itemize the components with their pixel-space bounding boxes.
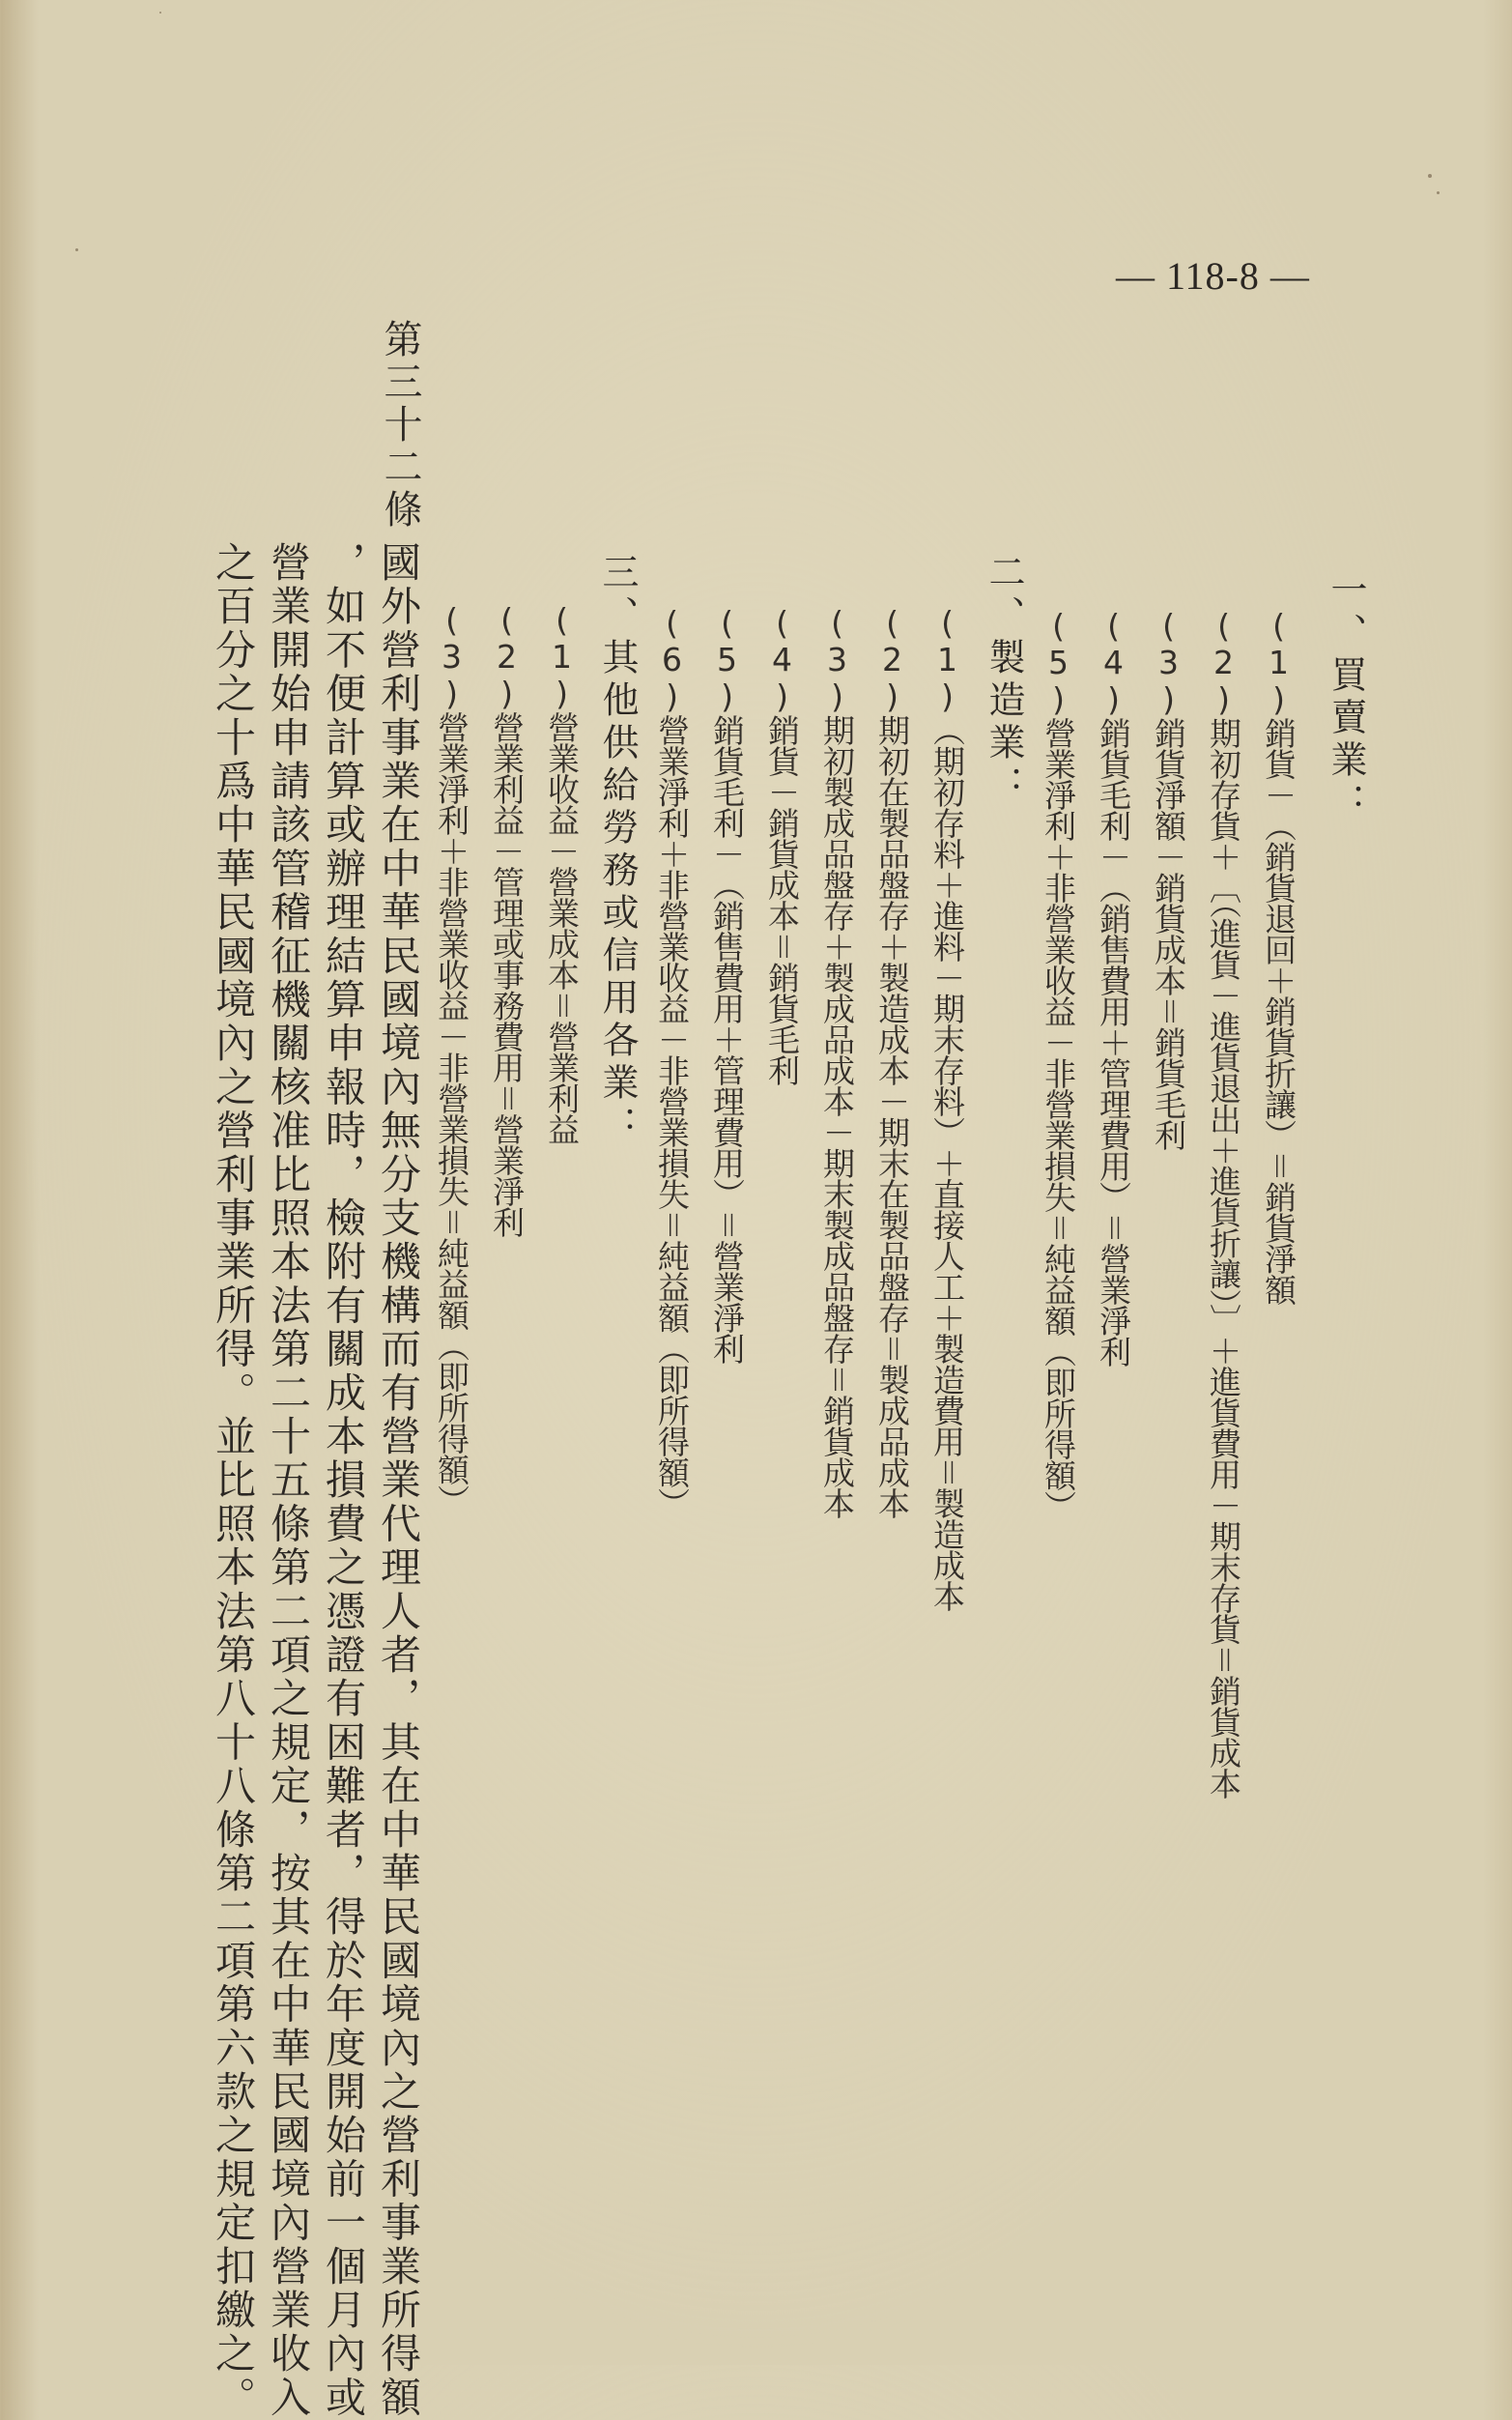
paper-speck	[1437, 191, 1440, 194]
formula-item: (2)營業利益－管理或事務費用＝營業淨利	[488, 601, 526, 1237]
article-paragraph-line: ，如不便計算或辦理結算申報時，檢附有關成本損費之憑證有困難者，得於年度開始前一個月內或	[320, 541, 367, 2420]
formula-item: (3)銷貨淨額－銷貨成本＝銷貨毛利	[1150, 607, 1187, 1150]
formula-item: (1)（期初存料＋進料－期末存料）＋直接人工＋製造費用＝製造成本	[928, 604, 966, 1611]
section-heading-manufacturing: 二、製造業：	[983, 553, 1025, 808]
formula-item: (4)銷貨毛利－（銷售費用＋管理費用）＝營業淨利	[1095, 607, 1132, 1367]
formula-item: (2)期初在製品盤存＋製造成本－期末在製品盤存＝製成品成本	[873, 604, 911, 1518]
formula-item: (6)營業淨利＋非營業收益－非營業損失＝純益額（即所得額）	[653, 604, 691, 1518]
paper-speck	[1428, 174, 1432, 178]
formula-item: (5)營業淨利＋非營業收益－非營業損失＝純益額（即所得額）	[1040, 607, 1077, 1521]
article-paragraph-line: 營業開始申請該管稽征機關核准比照本法第二十五條第二項之規定，按其在中華民國境內營業收入	[265, 541, 312, 2420]
article-paragraph-line: 之百分之十爲中華民國境內之營利事業所得。並比照本法第八十八條第二項第六款之規定扣繳之。	[210, 541, 257, 2420]
formula-item: (3)營業淨利＋非營業收益－非營業損失＝純益額（即所得額）	[433, 601, 471, 1515]
article-paragraph-line: 國外營利事業在中華民國境內無分支機構而有營業代理人者，其在中華民國境內之營利事業所得額	[375, 541, 422, 2420]
formula-item: (5)銷貨毛利－（銷售費用＋管理費用）＝營業淨利	[708, 604, 746, 1364]
formula-item: (4)銷貨－銷貨成本＝銷貨毛利	[763, 604, 801, 1085]
article-title: 第三十二條	[378, 319, 422, 532]
page-number: — 118-8 —	[1116, 254, 1310, 298]
formula-item: (2)期初存貨＋〔（進貨－進貨退出＋進貨折讓）〕＋進貨費用－期末存貨＝銷貨成本	[1205, 607, 1242, 1799]
formula-item: (1)營業收益－營業成本＝營業利益	[543, 601, 581, 1144]
formula-item: (3)期初製成品盤存＋製成品成本－期末製成品盤存＝銷貨成本	[818, 604, 856, 1518]
formula-item: (1)銷貨－（銷貨退回＋銷貨折讓）＝銷貨淨額	[1260, 607, 1298, 1305]
paper-speck	[75, 248, 78, 251]
section-heading-services: 三、其他供給勞務或信用各業：	[596, 553, 639, 1148]
paper-speck	[159, 12, 161, 14]
section-heading-trading: 一、買賣業：	[1325, 570, 1367, 825]
